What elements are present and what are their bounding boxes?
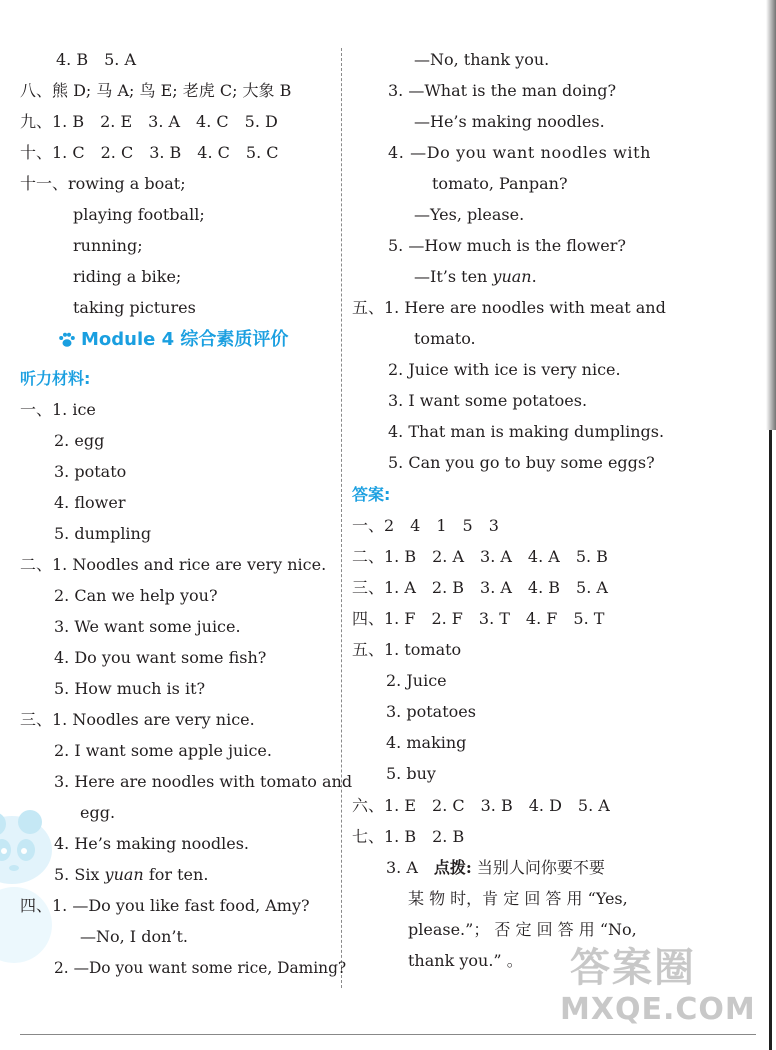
watermark-logo-text: 答案圈 bbox=[570, 945, 696, 991]
listening-line: 三、1. Noodles are very nice. bbox=[20, 710, 255, 729]
listening-line: —He’s making noodles. bbox=[414, 112, 605, 131]
answer-line: 五、1. tomato bbox=[352, 640, 462, 659]
italic-word: yuan bbox=[104, 865, 144, 884]
text-part: for ten. bbox=[143, 865, 209, 884]
listening-line: 4. He’s making noodles. bbox=[54, 834, 250, 853]
answer-line: 一、2 4 1 5 3 bbox=[352, 516, 499, 535]
answer-line: 3. potatoes bbox=[386, 702, 476, 721]
listening-line: 二、1. Noodles and rice are very nice. bbox=[20, 555, 327, 574]
listening-line: 一、1. ice bbox=[20, 400, 96, 419]
text-part: 5. Six bbox=[54, 865, 105, 884]
listening-line: 四、1. —Do you like fast food, Amy? bbox=[20, 896, 310, 915]
listening-line: 3. potato bbox=[54, 462, 127, 481]
listening-line: 2. Can we help you? bbox=[54, 586, 218, 605]
listening-line: —No, I don’t. bbox=[80, 927, 188, 946]
answer-line: 四、1. F 2. F 3. T 4. F 5. T bbox=[352, 609, 605, 628]
text-part: . bbox=[531, 267, 537, 286]
answer-line: running; bbox=[73, 236, 143, 255]
tip-line: 某 物 时，肯 定 回 答 用 “Yes, bbox=[408, 889, 628, 908]
text-part: 当别人问你要不要 bbox=[471, 858, 605, 877]
answer-line: playing football; bbox=[73, 205, 205, 224]
module-title: Module 4 综合素质评价 bbox=[81, 329, 289, 350]
listening-line: 4. flower bbox=[54, 493, 126, 512]
listening-line: 3. Here are noodles with tomato and bbox=[54, 772, 353, 791]
listening-line: 3. I want some potatoes. bbox=[388, 391, 588, 410]
answer-line: riding a bike; bbox=[73, 267, 182, 286]
tip-line: please.”； 否 定 回 答 用 “No, bbox=[408, 920, 637, 939]
listening-line: 3. —What is the man doing? bbox=[388, 81, 617, 100]
listening-line: 4. That man is making dumplings. bbox=[388, 422, 665, 441]
listening-line bbox=[54, 864, 208, 886]
listening-line: egg. bbox=[80, 803, 116, 822]
listening-line: 五、1. Here are noodles with meat and bbox=[352, 298, 666, 317]
listening-line: 2. egg bbox=[54, 431, 105, 450]
listening-line: 4. —Do you want noodles with bbox=[388, 143, 652, 162]
listening-line: tomato. bbox=[414, 329, 476, 348]
answer-line: taking pictures bbox=[73, 298, 196, 317]
listening-line bbox=[414, 266, 537, 288]
page-edge-line bbox=[769, 430, 772, 1050]
answer-line: 六、1. E 2. C 3. B 4. D 5. A bbox=[352, 796, 610, 815]
answer-line: 三、1. A 2. B 3. A 4. B 5. A bbox=[352, 578, 608, 597]
tip-line: thank you.” 。 bbox=[408, 951, 523, 970]
column-divider bbox=[341, 48, 342, 988]
answer-line: 2. Juice bbox=[386, 671, 447, 690]
listening-line: 2. Juice with ice is very nice. bbox=[388, 360, 621, 379]
listening-line: 2. —Do you want some rice, Daming? bbox=[54, 959, 347, 977]
answer-line: 二、1. B 2. A 3. A 4. A 5. B bbox=[352, 547, 608, 566]
answer-line bbox=[386, 857, 605, 879]
listening-line: —Yes, please. bbox=[414, 205, 525, 224]
listening-material-label: 听力材料: bbox=[20, 369, 91, 388]
section-9-answers: 九、1. B 2. E 3. A 4. C 5. D bbox=[20, 112, 278, 131]
listening-line: tomato, Panpan? bbox=[432, 174, 568, 193]
bottom-rule bbox=[20, 1034, 756, 1035]
listening-line: 2. I want some apple juice. bbox=[54, 741, 272, 760]
listening-line: 5. Can you go to buy some eggs? bbox=[388, 453, 655, 472]
watermark-url: MXQE.COM bbox=[560, 992, 756, 1027]
listening-line: —No, thank you. bbox=[414, 50, 550, 69]
page-edge-shadow bbox=[766, 0, 776, 430]
listening-line: 3. We want some juice. bbox=[54, 617, 241, 636]
paw-icon bbox=[58, 331, 76, 349]
section-10-answers: 十、1. C 2. C 3. B 4. C 5. C bbox=[20, 143, 279, 162]
answer-line: 4. making bbox=[386, 733, 467, 752]
listening-line: 4. Do you want some fish? bbox=[54, 648, 267, 667]
answer-line: 5. buy bbox=[386, 764, 436, 783]
listening-line: 5. dumpling bbox=[54, 524, 152, 543]
text-part: —It’s ten bbox=[414, 267, 493, 286]
answer-line: 4. B 5. A bbox=[56, 50, 137, 69]
answer-line: 七、1. B 2. B bbox=[352, 827, 465, 846]
listening-line: 5. —How much is the flower? bbox=[388, 236, 626, 255]
section-11-answer: 十一、rowing a boat; bbox=[20, 174, 186, 193]
tip-label: 点拨: bbox=[433, 858, 472, 877]
text-part: 3. A bbox=[386, 858, 434, 877]
italic-word: yuan bbox=[492, 267, 532, 286]
answers-label: 答案: bbox=[352, 485, 391, 504]
listening-line: 5. How much is it? bbox=[54, 679, 206, 698]
section-8-answers: 八、熊 D; 马 A; 鸟 E; 老虎 C; 大象 B bbox=[20, 81, 292, 100]
